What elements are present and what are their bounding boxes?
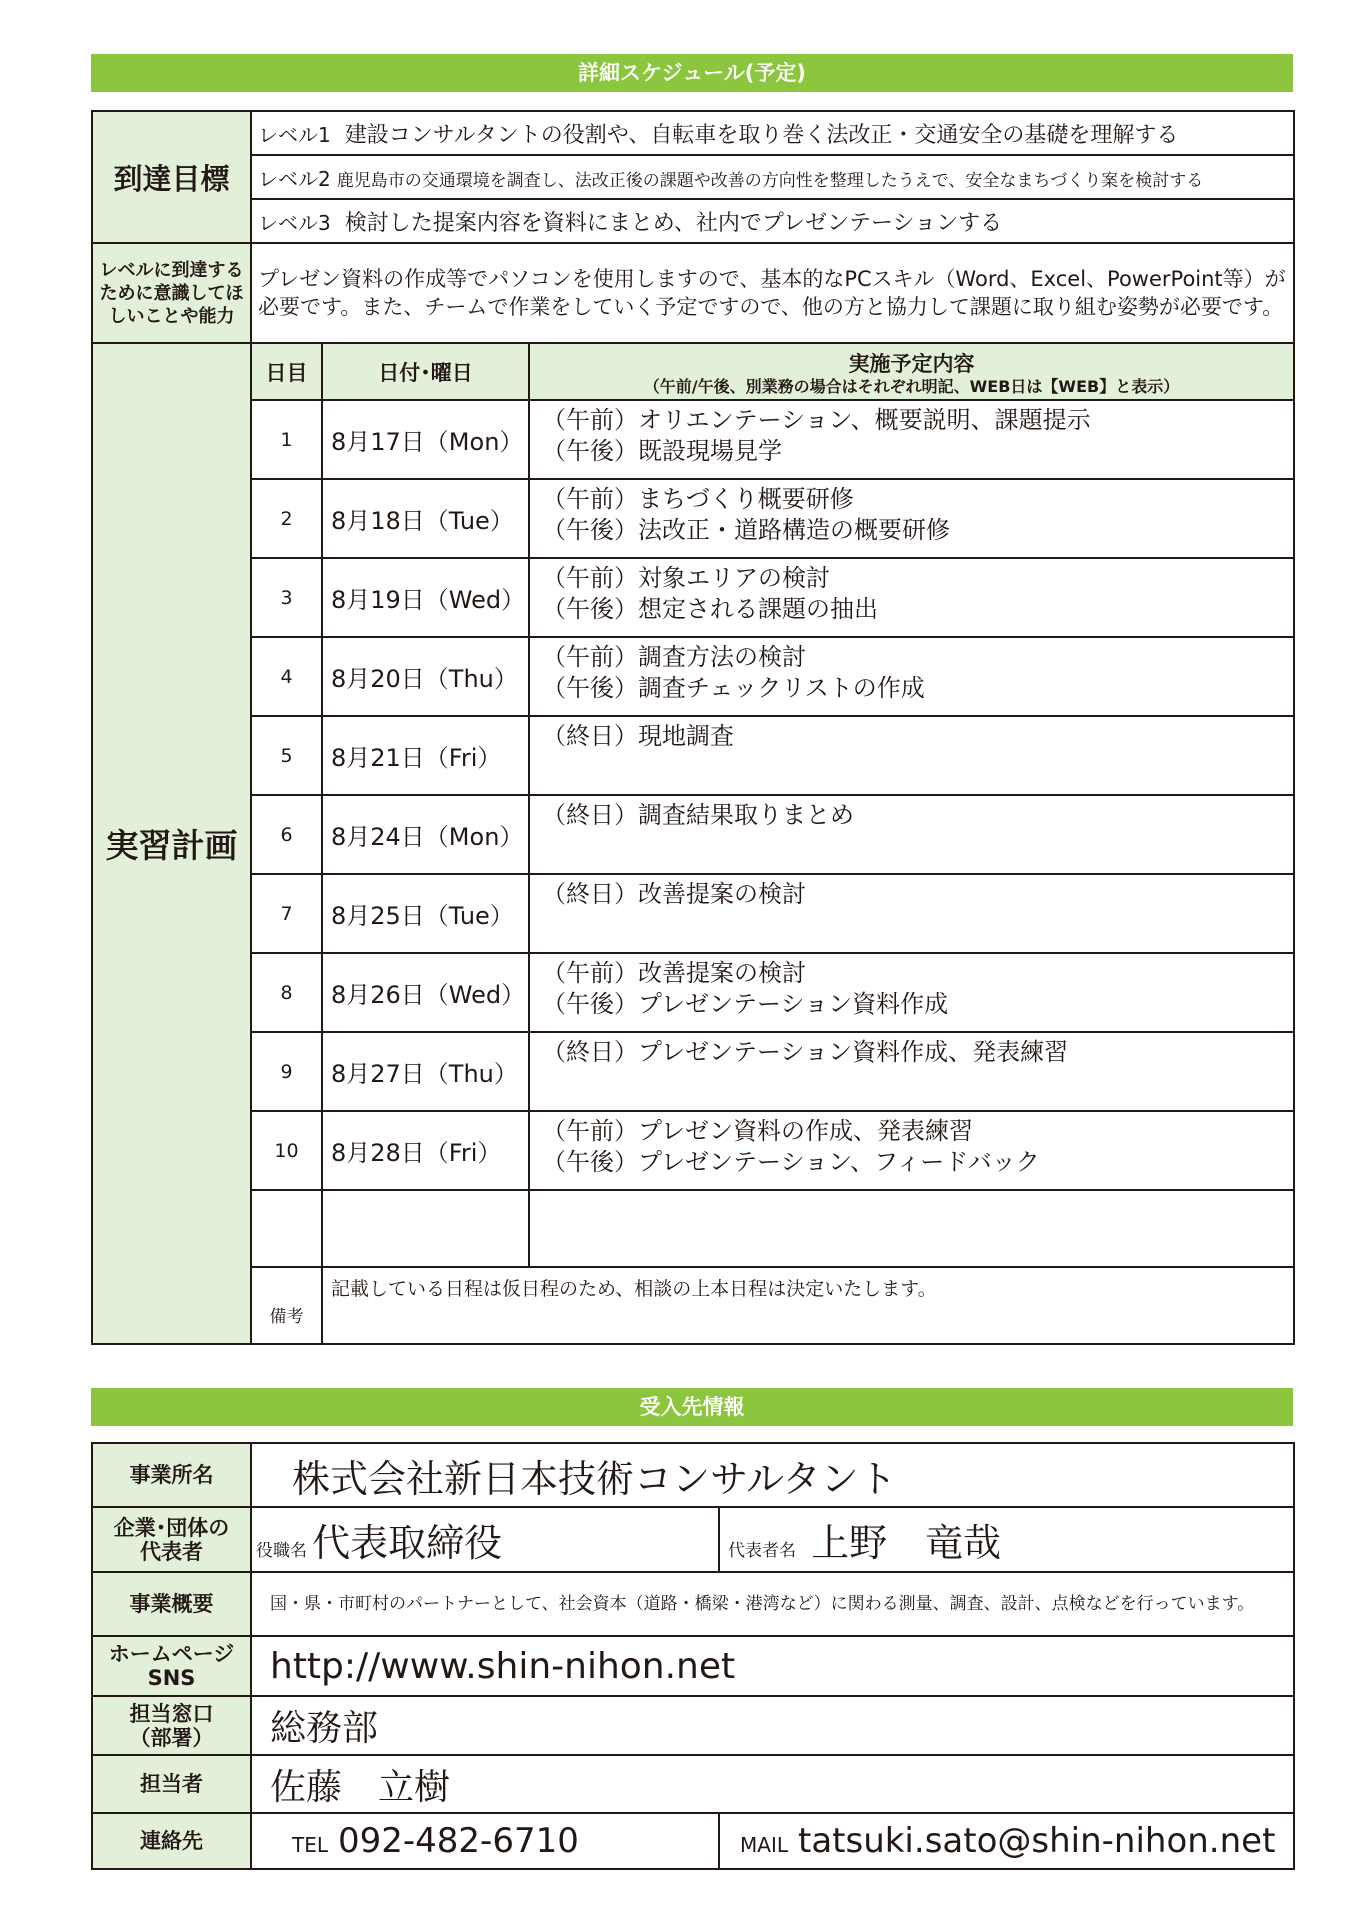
- plan-header-row: [92, 343, 1294, 400]
- contact-label: 連絡先: [92, 1813, 251, 1869]
- overview-label: 事業概要: [92, 1572, 251, 1636]
- plan-date: 8月17日（Mon）: [322, 400, 529, 479]
- level-2-text: 鹿児島市の交通環境を調査し、法改正後の課題や改善の方向性を整理したうえで、安全なまちづくり案を検討する: [336, 170, 1204, 191]
- rep-title-key: 役職名: [256, 1541, 307, 1561]
- plan-content: [529, 795, 1294, 874]
- plan-content: [529, 558, 1294, 637]
- plan-row: [92, 1032, 1294, 1111]
- goal-label: 到達目標: [92, 111, 251, 243]
- plan-content: [529, 953, 1294, 1032]
- day-header: 日目: [251, 343, 322, 400]
- web-row: [92, 1636, 1294, 1696]
- plan-day: 5: [251, 716, 322, 795]
- plan-content: [529, 1111, 1294, 1190]
- web-value: http://www.shin-nihon.net: [251, 1636, 1294, 1696]
- rep-label: 企業･団体の代表者: [92, 1507, 251, 1572]
- office-row: [92, 1443, 1294, 1507]
- plan-label: 実習計画: [92, 343, 251, 1344]
- plan-line: （午前）改善提案の検討: [542, 959, 806, 987]
- plan-row: [92, 874, 1294, 953]
- plan-line: （午前）オリエンテーション、概要説明、課題提示: [542, 406, 1091, 434]
- level-1-key: レベル1: [258, 122, 331, 147]
- goal-row-2: [92, 155, 1294, 199]
- level-3-key: レベル3: [258, 210, 331, 235]
- date-header: 日付･曜日: [322, 343, 529, 400]
- content-header-note: （午前/午後、別業務の場合はそれぞれ明記、WEB日は【WEB】と表示）: [643, 376, 1180, 396]
- plan-line: （午後）既設現場見学: [542, 437, 782, 465]
- tel-value: 092-482-6710: [338, 1821, 579, 1861]
- plan-line: （終日）プレゼンテーション資料作成、発表練習: [542, 1038, 1069, 1066]
- level-2-key: レベル2: [258, 166, 331, 191]
- plan-row: [92, 479, 1294, 558]
- plan-date: 8月28日（Fri）: [322, 1111, 529, 1190]
- plan-line: （午後）プレゼンテーション資料作成: [542, 990, 949, 1018]
- content-header: [529, 343, 1294, 400]
- level-2: [251, 155, 1294, 199]
- plan-empty-row: [92, 1190, 1294, 1267]
- remarks-label: 備考: [251, 1267, 322, 1344]
- plan-row: [92, 953, 1294, 1032]
- remarks-text: 記載している日程は仮日程のため、相談の上本日程は決定いたします。: [322, 1267, 1294, 1344]
- mail-value: tatsuki.sato@shin-nihon.net: [797, 1821, 1276, 1861]
- plan-day: 4: [251, 637, 322, 716]
- plan-date: 8月19日（Wed）: [322, 558, 529, 637]
- empty-content-cell: [529, 1190, 1294, 1267]
- host-table: [91, 1442, 1295, 1870]
- plan-day: 7: [251, 874, 322, 953]
- level-3: [251, 199, 1294, 243]
- plan-row: [92, 400, 1294, 479]
- skills-text: プレゼン資料の作成等でパソコンを使用しますので、基本的なPCスキル（Word、Excel、PowerPoint等）が必要です。また、チームで作業をしていく予定ですので、他の方と協力して課題に取り組む姿勢が必要です。: [251, 243, 1294, 343]
- rep-title-cell: [251, 1507, 719, 1572]
- office-value: 株式会社新日本技術コンサルタント: [251, 1443, 1294, 1507]
- plan-content: [529, 400, 1294, 479]
- plan-line: （終日）調査結果取りまとめ: [542, 801, 854, 829]
- level-1: [251, 111, 1294, 155]
- plan-date: 8月21日（Fri）: [322, 716, 529, 795]
- person-value: 佐藤 立樹: [251, 1755, 1294, 1813]
- dept-row: [92, 1696, 1294, 1755]
- skills-row: [92, 243, 1294, 343]
- rep-name-cell: [719, 1507, 1294, 1572]
- overview-value: 国・県・市町村のパートナーとして、社会資本（道路・橋梁・港湾など）に関わる測量、調査、設計、点検などを行っています。: [251, 1572, 1294, 1636]
- dept-label: 担当窓口（部署）: [92, 1696, 251, 1755]
- skills-label: レベルに到達するために意識してほしいことや能力: [92, 243, 251, 343]
- host-section-title: 受入先情報: [91, 1388, 1293, 1426]
- plan-date: 8月26日（Wed）: [322, 953, 529, 1032]
- plan-content: [529, 716, 1294, 795]
- plan-row: [92, 637, 1294, 716]
- plan-line: （午前）調査方法の検討: [542, 643, 806, 671]
- plan-day: 3: [251, 558, 322, 637]
- plan-line: （終日）現地調査: [542, 722, 734, 750]
- goal-row-1: [92, 111, 1294, 155]
- plan-content: [529, 1032, 1294, 1111]
- plan-date: 8月24日（Mon）: [322, 795, 529, 874]
- office-label: 事業所名: [92, 1443, 251, 1507]
- dept-value: 総務部: [251, 1696, 1294, 1755]
- web-label: ホームページSNS: [92, 1636, 251, 1696]
- schedule-table: [91, 110, 1295, 1345]
- plan-day: 10: [251, 1111, 322, 1190]
- plan-row: [92, 795, 1294, 874]
- empty-date-cell: [322, 1190, 529, 1267]
- plan-line: （午前）対象エリアの検討: [542, 564, 830, 592]
- plan-date: 8月25日（Tue）: [322, 874, 529, 953]
- plan-line: （午後）法改正・道路構造の概要研修: [542, 516, 950, 544]
- plan-day: 9: [251, 1032, 322, 1111]
- tel-cell: [251, 1813, 719, 1869]
- representative-row: [92, 1507, 1294, 1572]
- level-3-text: 検討した提案内容を資料にまとめ、社内でプレゼンテーションする: [344, 210, 1003, 236]
- plan-line: （午後）調査チェックリストの作成: [542, 674, 925, 702]
- plan-line: （午後）想定される課題の抽出: [542, 595, 878, 623]
- empty-day-cell: [251, 1190, 322, 1267]
- rep-title-value: 代表取締役: [312, 1521, 503, 1565]
- plan-day: 1: [251, 400, 322, 479]
- plan-line: （午後）プレゼンテーション、フィードバック: [542, 1148, 1040, 1176]
- plan-date: 8月18日（Tue）: [322, 479, 529, 558]
- person-row: [92, 1755, 1294, 1813]
- contact-row: [92, 1813, 1294, 1869]
- plan-date: 8月27日（Thu）: [322, 1032, 529, 1111]
- mail-key: MAIL: [740, 1833, 788, 1857]
- plan-day: 2: [251, 479, 322, 558]
- schedule-section-title: 詳細スケジュール(予定): [91, 54, 1293, 92]
- plan-day: 6: [251, 795, 322, 874]
- plan-row: [92, 716, 1294, 795]
- plan-line: （終日）改善提案の検討: [542, 880, 806, 908]
- plan-row: [92, 1111, 1294, 1190]
- plan-line: （午前）プレゼン資料の作成、発表練習: [542, 1117, 974, 1145]
- content-header-title: 実施予定内容: [848, 351, 975, 376]
- rep-name-value: 上野 竜哉: [811, 1521, 1002, 1565]
- rep-name-key: 代表者名: [728, 1541, 796, 1561]
- plan-content: [529, 637, 1294, 716]
- plan-day: 8: [251, 953, 322, 1032]
- mail-cell: [719, 1813, 1294, 1869]
- plan-date: 8月20日（Thu）: [322, 637, 529, 716]
- goal-row-3: [92, 199, 1294, 243]
- person-label: 担当者: [92, 1755, 251, 1813]
- tel-key: TEL: [292, 1833, 328, 1857]
- level-1-text: 建設コンサルタントの役割や、自転車を取り巻く法改正・交通安全の基礎を理解する: [344, 122, 1179, 148]
- plan-line: （午前）まちづくり概要研修: [542, 485, 854, 513]
- plan-row: [92, 558, 1294, 637]
- remarks-row: [92, 1267, 1294, 1344]
- plan-content: [529, 874, 1294, 953]
- plan-content: [529, 479, 1294, 558]
- overview-row: [92, 1572, 1294, 1636]
